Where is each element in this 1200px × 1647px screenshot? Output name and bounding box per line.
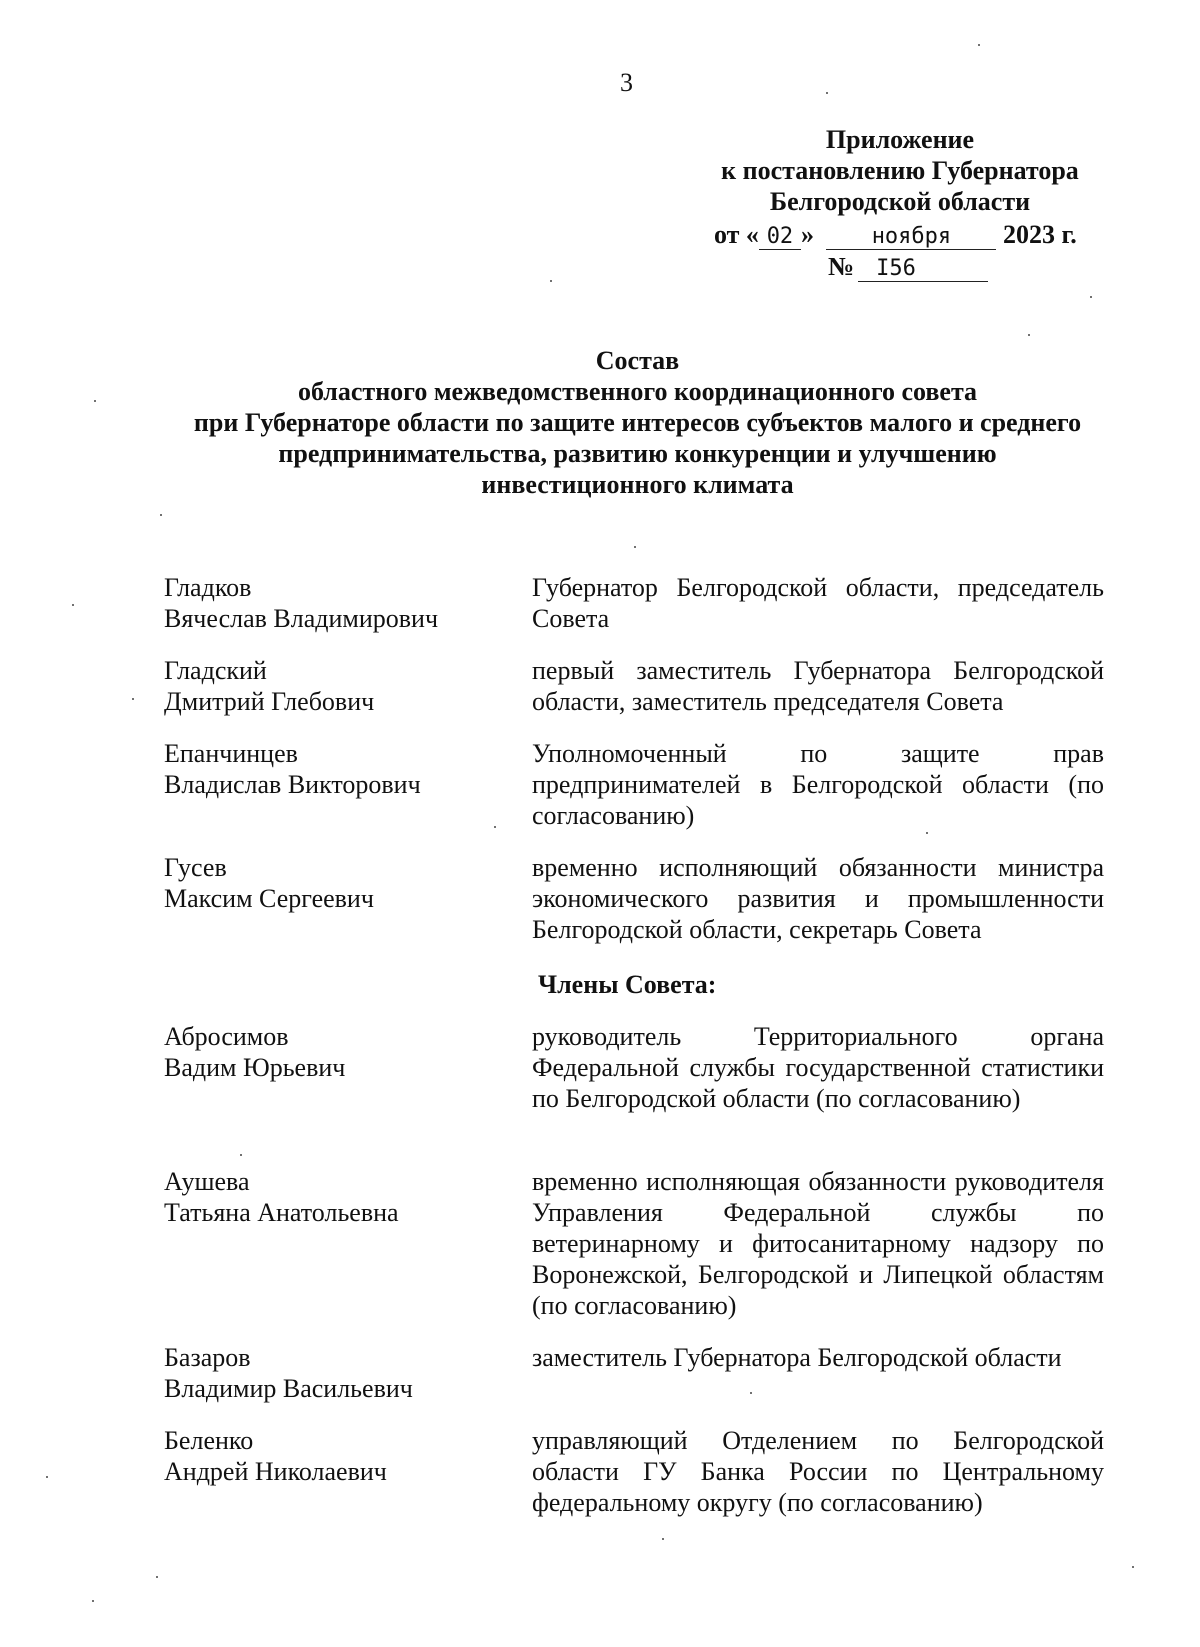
- appendix-region: Белгородской области: [769, 187, 1031, 216]
- member-given-name: Владислав Викторович: [164, 770, 421, 799]
- date-year: 2023 г.: [1002, 220, 1077, 249]
- scan-speck: [978, 44, 980, 46]
- scan-speck: [1028, 334, 1030, 336]
- member-name: [164, 572, 494, 634]
- title-line-3: при Губернаторе области по защите интересов субъектов малого и среднего: [193, 408, 1082, 437]
- date-mid: »: [800, 220, 814, 249]
- scan-speck: [634, 546, 636, 548]
- scan-speck: [926, 832, 928, 834]
- member-surname: Базаров: [164, 1343, 251, 1372]
- title-line-1: Состав: [595, 346, 680, 375]
- number-prefix: №: [828, 252, 855, 281]
- scan-speck: [494, 826, 496, 828]
- member-given-name: Андрей Николаевич: [164, 1457, 387, 1486]
- member-role: первый заместитель Губернатора Белгородской области, заместитель председателя Совета: [532, 656, 1104, 716]
- scan-speck: [46, 1476, 48, 1478]
- member-role: Уполномоченный по защите прав предпринимателей в Белгородской области (по согласованию): [532, 739, 1104, 830]
- member-surname: Епанчинцев: [164, 739, 298, 768]
- member-name: [164, 852, 494, 914]
- appendix-header: [690, 124, 1110, 217]
- member-name: [164, 1425, 494, 1487]
- member-given-name: Вадим Юрьевич: [164, 1053, 346, 1082]
- scan-speck: [550, 280, 552, 282]
- member-given-name: Татьяна Анатольевна: [164, 1198, 399, 1227]
- scan-speck: [92, 1600, 94, 1602]
- scan-speck: [750, 1392, 752, 1394]
- appendix-number: [828, 252, 988, 282]
- member-surname: Беленко: [164, 1426, 254, 1455]
- member-given-name: Владимир Васильевич: [164, 1374, 413, 1403]
- scan-speck: [662, 1538, 664, 1540]
- date-month: ноября: [826, 225, 996, 250]
- member-name: [164, 1021, 494, 1083]
- members-heading: Члены Совета:: [538, 970, 717, 999]
- date-prefix: от «: [714, 220, 759, 249]
- appendix-date: [714, 220, 1114, 250]
- member-surname: Аушева: [164, 1167, 250, 1196]
- scan-speck: [132, 698, 134, 700]
- member-name: [164, 655, 494, 717]
- scan-speck: [94, 400, 96, 402]
- title-line-2: областного межведомственного координационного совета: [297, 377, 978, 406]
- scan-speck: [1090, 296, 1092, 298]
- scan-speck: [160, 514, 162, 516]
- member-given-name: Максим Сергеевич: [164, 884, 374, 913]
- appendix-reference: к постановлению Губернатора: [721, 156, 1079, 185]
- member-surname: Абросимов: [164, 1022, 289, 1051]
- member-name: [164, 1166, 494, 1228]
- scan-speck: [72, 604, 74, 606]
- member-name: [164, 1342, 494, 1404]
- member-surname: Гладский: [164, 656, 267, 685]
- appendix-label: Приложение: [825, 125, 975, 154]
- member-given-name: Дмитрий Глебович: [164, 687, 375, 716]
- scan-speck: [1132, 1566, 1134, 1568]
- member-role: временно исполняющая обязанности руководителя Управления Федеральной службы по ветеринарному и фитосанитарному надзору по Воронежской, Белгородской и Липецкой областям (по согласованию): [532, 1167, 1104, 1320]
- member-surname: Гладков: [164, 573, 252, 602]
- member-role: заместитель Губернатора Белгородской области: [532, 1343, 1062, 1372]
- member-role: Губернатор Белгородской области, председатель Совета: [532, 573, 1104, 633]
- number-value: I56: [858, 257, 988, 282]
- member-surname: Гусев: [164, 853, 227, 882]
- scan-speck: [826, 92, 828, 94]
- document-title: [130, 345, 1145, 500]
- member-given-name: Вячеслав Владимирович: [164, 604, 439, 633]
- date-day: 02: [759, 225, 801, 250]
- page-number: 3: [620, 68, 633, 97]
- member-role: управляющий Отделением по Белгородской области ГУ Банка России по Центральному федеральному округу (по согласованию): [532, 1426, 1104, 1517]
- title-line-5: инвестиционного климата: [481, 470, 794, 499]
- member-role: руководитель Территориального органа Федеральной службы государственной статистики по Белгородской области (по согласованию): [532, 1022, 1104, 1113]
- scan-speck: [156, 1576, 158, 1578]
- member-role: временно исполняющий обязанности министра экономического развития и промышленности Белгородской области, секретарь Совета: [532, 853, 1104, 944]
- member-name: [164, 738, 494, 800]
- scan-speck: [240, 1154, 242, 1156]
- title-line-4: предпринимательства, развитию конкуренции и улучшению: [278, 439, 997, 468]
